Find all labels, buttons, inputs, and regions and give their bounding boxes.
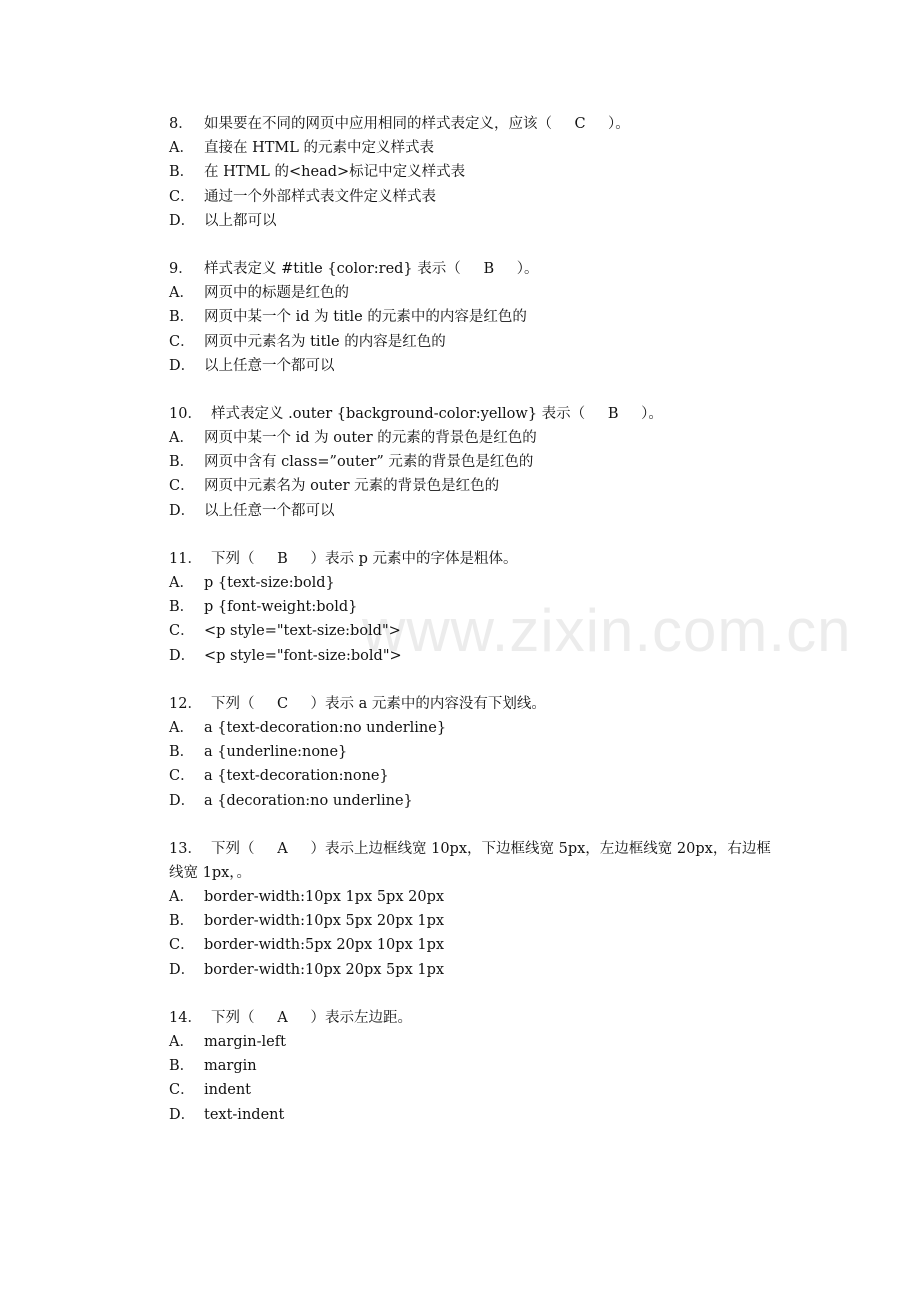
option-b bbox=[169, 450, 789, 474]
option-label: B． bbox=[169, 309, 195, 326]
question-text-end: ）。 bbox=[608, 116, 630, 132]
question-number: 13． bbox=[169, 840, 202, 857]
answer: B bbox=[277, 550, 288, 567]
question-text: 如果要在不同的网页中应用相同的样式表定义，应该（ bbox=[204, 116, 552, 132]
option-label: B． bbox=[169, 744, 195, 761]
option-c bbox=[169, 474, 789, 498]
option-text: border-width:10px 1px 5px 20px bbox=[204, 889, 445, 906]
question-stem bbox=[169, 402, 789, 426]
option-c bbox=[169, 933, 789, 957]
option-label: A． bbox=[169, 719, 194, 736]
option-label: C． bbox=[169, 333, 195, 350]
question-text: 下列（ bbox=[211, 550, 255, 567]
option-label: D． bbox=[169, 647, 196, 664]
option-text: a {decoration:no underline} bbox=[204, 792, 413, 809]
option-text: a {underline:none} bbox=[204, 744, 348, 761]
option-text: <p style="font-size:bold"> bbox=[204, 647, 402, 664]
question-number: 11． bbox=[169, 550, 202, 567]
option-b bbox=[169, 305, 789, 329]
option-label: C． bbox=[169, 937, 195, 954]
option-c bbox=[169, 1078, 789, 1102]
option-label: A． bbox=[169, 1034, 194, 1051]
option-label: B． bbox=[169, 164, 195, 181]
option-label: A． bbox=[169, 140, 194, 157]
question-13 bbox=[169, 837, 789, 982]
answer: C bbox=[276, 695, 289, 712]
option-a bbox=[169, 281, 789, 305]
option-b bbox=[169, 909, 789, 933]
option-text: 网页中某一个 id 为 title 的元素中的内容是红色的 bbox=[204, 309, 527, 326]
option-text: 网页中元素名为 outer 元素的背景色是红色的 bbox=[204, 478, 500, 495]
answer: A bbox=[277, 840, 288, 857]
option-label: D． bbox=[169, 961, 196, 978]
option-c bbox=[169, 330, 789, 354]
question-number: 10． bbox=[169, 405, 202, 422]
question-text-end: ）表示上边框线宽 10px，下边框线宽 5px，左边框线宽 20px，右边框线宽 1px，。 bbox=[169, 840, 771, 881]
option-label: A． bbox=[169, 575, 194, 591]
option-a bbox=[169, 426, 789, 450]
answer: B bbox=[607, 405, 619, 422]
question-text-end: ）。 bbox=[641, 405, 663, 422]
option-text: 以上任意一个都可以 bbox=[204, 502, 335, 519]
option-text: 以上任意一个都可以 bbox=[204, 357, 335, 374]
question-text: 样式表定义 #title {color:red} 表示（ bbox=[204, 260, 461, 277]
option-a bbox=[169, 571, 789, 595]
option-c bbox=[169, 619, 789, 643]
option-label: C． bbox=[169, 768, 195, 785]
option-d bbox=[169, 958, 789, 982]
answer: C bbox=[574, 116, 586, 132]
option-a bbox=[169, 885, 789, 909]
option-d bbox=[169, 1103, 789, 1127]
option-text: p {text-size:bold} bbox=[204, 575, 335, 591]
option-text: text-indent bbox=[204, 1106, 285, 1123]
question-stem bbox=[169, 112, 789, 136]
question-stem bbox=[169, 257, 789, 281]
option-label: C． bbox=[169, 188, 195, 205]
option-a bbox=[169, 716, 789, 740]
option-d bbox=[169, 209, 789, 233]
option-label: A． bbox=[169, 285, 194, 302]
option-d bbox=[169, 644, 789, 668]
question-text: 下列（ bbox=[211, 695, 255, 712]
question-stem bbox=[169, 547, 789, 571]
question-11 bbox=[169, 547, 789, 668]
option-text: 以上都可以 bbox=[204, 212, 277, 229]
question-stem bbox=[169, 837, 784, 885]
option-label: C． bbox=[169, 623, 195, 640]
option-label: D． bbox=[169, 502, 196, 519]
question-number: 12． bbox=[169, 695, 202, 712]
option-text: 网页中某一个 id 为 outer 的元素的背景色是红色的 bbox=[204, 430, 537, 447]
option-text: 在 HTML 的<head>标记中定义样式表 bbox=[204, 164, 466, 181]
option-text: 网页中元素名为 title 的内容是红色的 bbox=[204, 333, 446, 350]
option-label: C． bbox=[169, 478, 195, 495]
option-label: B． bbox=[169, 1058, 195, 1075]
option-a bbox=[169, 136, 789, 160]
question-text: 下列（ bbox=[211, 840, 255, 857]
question-text: 下列（ bbox=[211, 1009, 255, 1026]
option-text: 通过一个外部样式表文件定义样式表 bbox=[204, 188, 436, 205]
option-d bbox=[169, 499, 789, 523]
option-text: indent bbox=[204, 1082, 252, 1099]
watermark: www.zixin.com.cn bbox=[362, 597, 852, 664]
question-8 bbox=[169, 112, 789, 233]
option-label: D． bbox=[169, 357, 196, 374]
option-label: A． bbox=[169, 430, 194, 447]
answer: A bbox=[277, 1009, 288, 1026]
option-text: a {text-decoration:none} bbox=[204, 768, 389, 785]
option-b bbox=[169, 595, 789, 619]
option-a bbox=[169, 1030, 789, 1054]
option-d bbox=[169, 354, 789, 378]
option-label: D． bbox=[169, 1106, 196, 1123]
question-12 bbox=[169, 692, 789, 813]
question-number: 8． bbox=[169, 116, 193, 132]
option-label: C． bbox=[169, 1082, 195, 1099]
question-text-end: ）表示 p 元素中的字体是粗体。 bbox=[310, 550, 518, 567]
answer: B bbox=[483, 260, 495, 277]
option-b bbox=[169, 160, 789, 184]
option-text: <p style="text-size:bold"> bbox=[204, 623, 401, 640]
option-c bbox=[169, 764, 789, 788]
option-label: D． bbox=[169, 212, 196, 229]
option-text: a {text-decoration:no underline} bbox=[204, 719, 447, 736]
question-text-end: ）表示左边距。 bbox=[310, 1009, 412, 1026]
option-c bbox=[169, 185, 789, 209]
option-label: B． bbox=[169, 454, 195, 471]
option-label: B． bbox=[169, 913, 195, 930]
option-b bbox=[169, 740, 789, 764]
question-number: 14． bbox=[169, 1009, 202, 1026]
option-b bbox=[169, 1054, 789, 1078]
option-text: margin bbox=[204, 1058, 257, 1075]
question-stem bbox=[169, 1006, 789, 1030]
option-text: border-width:10px 5px 20px 1px bbox=[204, 913, 445, 930]
option-label: A． bbox=[169, 889, 194, 906]
option-text: 网页中含有 class=”outer” 元素的背景色是红色的 bbox=[204, 454, 534, 471]
option-text: 网页中的标题是红色的 bbox=[204, 285, 349, 302]
option-label: B． bbox=[169, 599, 195, 616]
option-label: D． bbox=[169, 792, 196, 809]
option-text: p {font-weight:bold} bbox=[204, 599, 358, 616]
question-stem bbox=[169, 692, 789, 716]
question-text-end: ）。 bbox=[516, 260, 539, 277]
option-text: border-width:10px 20px 5px 1px bbox=[204, 961, 445, 978]
question-10 bbox=[169, 402, 789, 523]
option-text: border-width:5px 20px 10px 1px bbox=[204, 937, 445, 954]
question-14 bbox=[169, 1006, 789, 1127]
question-9 bbox=[169, 257, 789, 378]
option-text: 直接在 HTML 的元素中定义样式表 bbox=[204, 140, 435, 157]
question-number: 9． bbox=[169, 260, 193, 277]
question-text-end: ）表示 a 元素中的内容没有下划线。 bbox=[310, 695, 546, 712]
option-text: margin-left bbox=[204, 1034, 286, 1051]
question-text: 样式表定义 .outer {background-color:yellow} 表示（ bbox=[211, 405, 586, 422]
option-d bbox=[169, 789, 789, 813]
document-body bbox=[169, 112, 789, 1151]
